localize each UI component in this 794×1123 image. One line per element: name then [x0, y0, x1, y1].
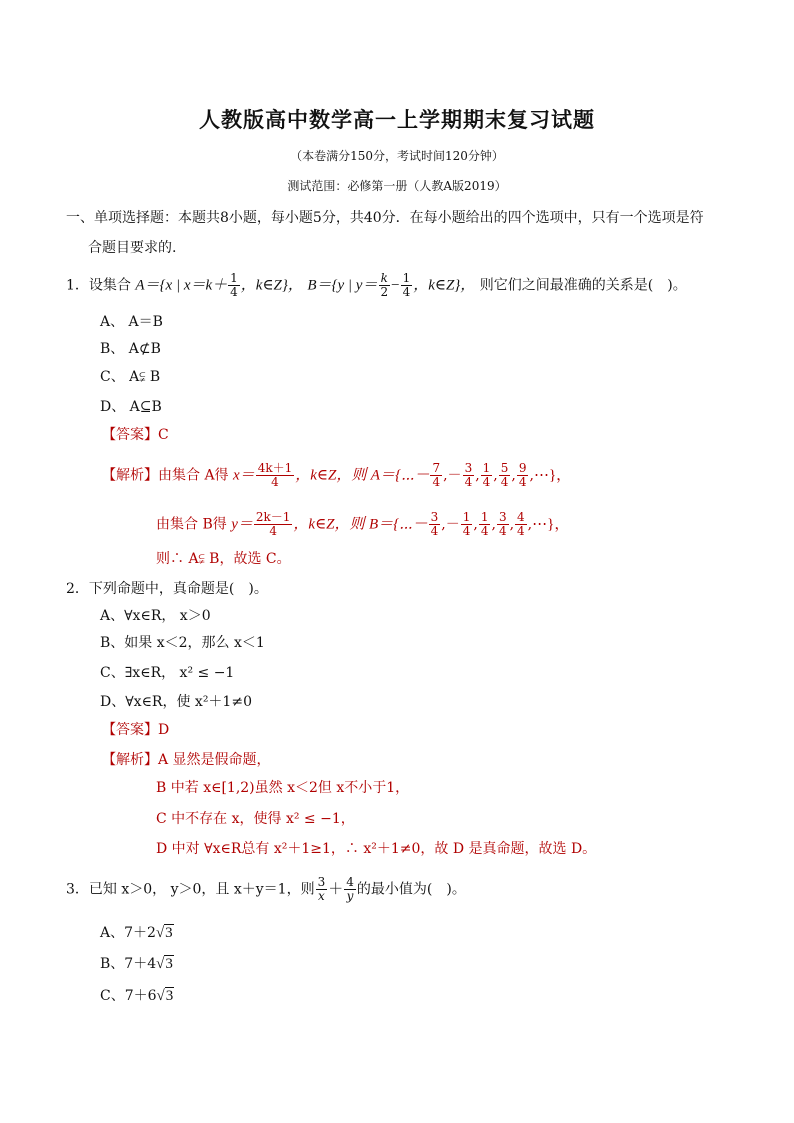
answer-value: D [158, 722, 170, 738]
analysis-label: 【解析】 [102, 752, 158, 768]
q1-option-b: B、 A⊄B [100, 341, 161, 357]
page-title: 人教版高中数学高一上学期期末复习试题 [199, 107, 595, 132]
q2-answer [102, 721, 169, 739]
question-2-stem: 2．下列命题中，真命题是( )。 [66, 581, 268, 597]
analysis-label: 【解析】 [102, 467, 158, 484]
fraction: $\frac{1}{4}$ [402, 271, 411, 299]
answer-label: 【答案】 [102, 427, 158, 443]
q2-option-a: A、∀x∈R， x＞0 [100, 608, 211, 624]
fraction: $\frac{4k+1}{4}$ [257, 461, 293, 489]
set-a-def: A＝{x | x＝k＋ [135, 277, 228, 294]
answer-label: 【答案】 [102, 722, 158, 738]
fraction: $\frac{2k-1}{4}$ [255, 510, 291, 538]
q2-option-c: C、∃x∈R， x² ≤ −1 [100, 665, 235, 681]
section-heading-line1: 一、单项选择题：本题共8小题，每小题5分，共40分．在每小题给出的四个选项中，只有一个选项是符 [66, 210, 704, 226]
set-b-def: B＝{y | y＝ [307, 277, 378, 294]
q3-option-a: A、7＋2√3 [100, 925, 173, 941]
q1-analysis-line2: 由集合 B得 y＝ $\frac{2k-1}{4}$ ，k∈Z，则 B＝{⋯－ $\frac{3}{4}$ ,－ $\frac{1}{4}$ , $\frac{1}{4}$ , $\frac{3}{4}$ , $\frac{4}{4}$ ,⋯}， [156, 510, 570, 538]
q2-option-b: B、如果 x＜2，那么 x＜1 [100, 635, 265, 651]
q2-analysis-line3: C 中不存在 x，使得 x² ≤ −1， [156, 811, 355, 827]
q2-option-d: D、∀x∈R，使 x²＋1≠0 [100, 694, 252, 710]
q1-analysis-line1: 【解析】由集合 A得 x＝ $\frac{4k+1}{4}$ ，k∈Z，则 A＝{⋯－ $\frac{7}{4}$ ,－ $\frac{3}{4}$ , $\frac{1}{4}$ , $\frac{5}{4}$ , $\frac{9}{4}$ ,⋯}， [102, 461, 572, 489]
question-number: 1．设集合 [66, 277, 131, 294]
exam-info: （本卷满分150分，考试时间120分钟） [290, 149, 504, 163]
fraction: $\frac{k}{2}$ [380, 271, 389, 299]
q1-analysis-line3: 则∴ A⫋ B，故选 C。 [156, 551, 291, 567]
question-3-stem: 3．已知 x＞0， y＞0，且 x＋y＝1，则 $\frac{3}{x}$ ＋ $\frac{4}{y}$ 的最小值为( )。 [66, 875, 466, 903]
answer-value: C [158, 427, 169, 443]
q2-analysis-line4: D 中对 ∀x∈R总有 x²＋1≥1，∴ x²＋1≠0，故 D 是真命题，故选 D。 [156, 841, 597, 857]
fraction: $\frac{1}{4}$ [230, 271, 238, 299]
q3-option-b: B、7＋4√3 [100, 956, 173, 972]
q1-answer [102, 426, 169, 444]
fraction: $\frac{3}{x}$ [317, 875, 326, 903]
q2-analysis-line1: 【解析】A 显然是假命题， [102, 752, 271, 768]
question-tail: 则它们之间最准确的关系是( )。 [479, 277, 687, 294]
q1-option-d: D、 A⊆B [100, 399, 162, 415]
q1-option-a: A、 A＝B [100, 314, 163, 330]
q1-option-c: C、 A⫋ B [100, 369, 161, 385]
question-1-stem: 1．设集合 A＝{x | x＝k＋ $\frac{1}{4}$ ，k∈Z}， B＝{y | y＝ $\frac{k}{2}$ − $\frac{1}{4}$ ，k∈Z}， 则它们之间最准确的关系是( )。 [66, 271, 687, 299]
fraction: $\frac{4}{y}$ [346, 875, 354, 903]
section-heading-line2: 合题目要求的. [88, 240, 177, 256]
test-scope: 测试范围：必修第一册（人教A版2019） [287, 179, 507, 193]
q2-analysis-line2: B 中若 x∈[1,2)虽然 x＜2但 x不小于1， [156, 780, 410, 796]
q3-option-c: C、7＋6√3 [100, 988, 174, 1004]
